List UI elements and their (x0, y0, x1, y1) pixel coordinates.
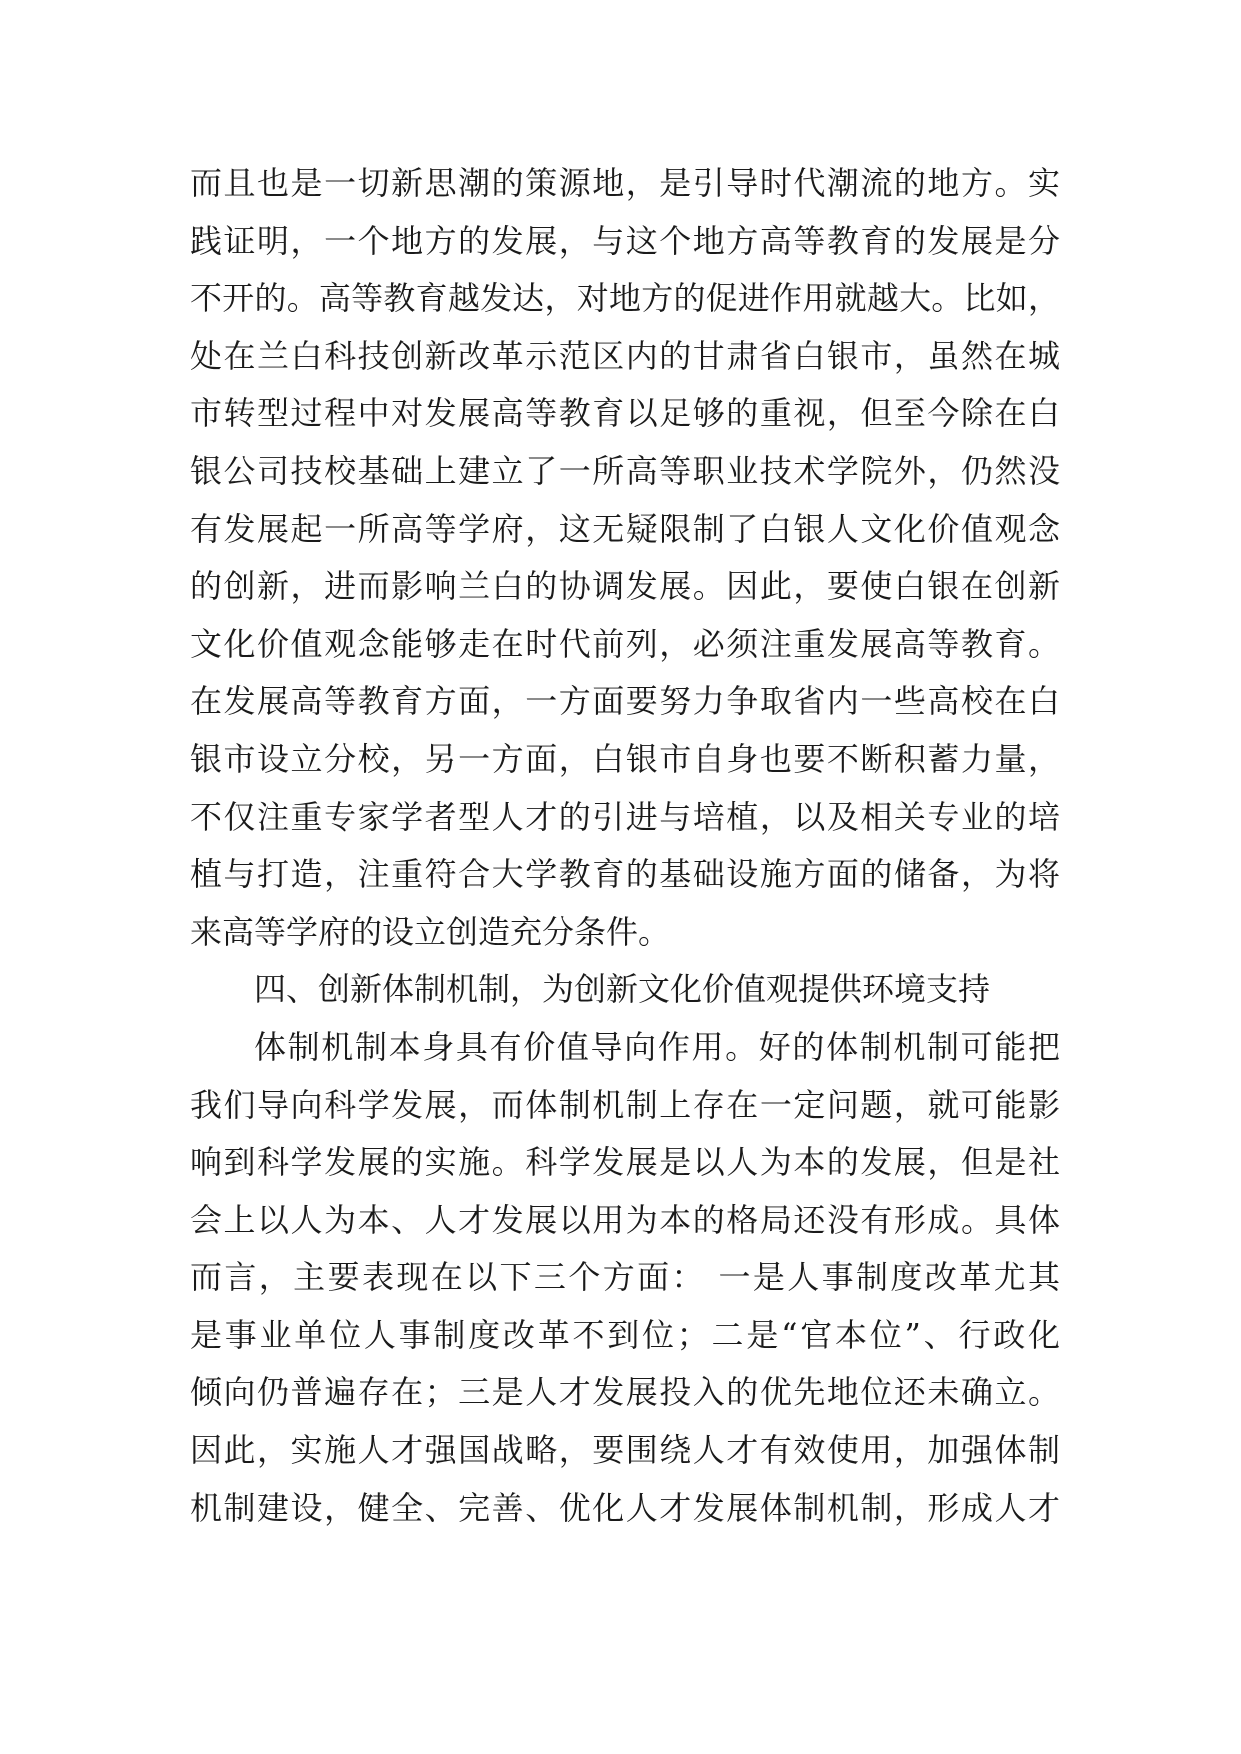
text-line: 是事业单位人事制度改革不到位；二是“官本位”、行政化 (190, 1315, 1060, 1354)
body-text (190, 155, 1060, 1537)
section-heading: 四、创新体制机制，为创新文化价值观提供环境支持 (254, 970, 991, 1009)
text-line: 市转型过程中对发展高等教育以足够的重视，但至今除在白 (190, 394, 1060, 433)
text-line: 而言，主要表现在以下三个方面： 一是人事制度改革尤其 (190, 1258, 1060, 1297)
text-line: 而且也是一切新思潮的策源地，是引导时代潮流的地方。实 (190, 164, 1060, 202)
text-line: 会上以人为本、人才发展以用为本的格局还没有形成。具体 (190, 1200, 1060, 1239)
text-line: 来高等学府的设立创造充分条件。 (190, 912, 671, 951)
text-line: 在发展高等教育方面，一方面要努力争取省内一些高校在白 (190, 682, 1060, 721)
text-line: 有发展起一所高等学府，这无疑限制了白银人文化价值观念 (190, 509, 1060, 548)
text-line: 体制机制本身具有价值导向作用。好的体制机制可能把 (254, 1027, 1060, 1066)
text-line: 不仅注重专家学者型人才的引进与培植，以及相关专业的培 (190, 797, 1060, 836)
text-line: 因此，实施人才强国战略，要围绕人才有效使用，加强体制 (190, 1431, 1060, 1470)
text-line: 的创新，进而影响兰白的协调发展。因此，要使白银在创新 (190, 567, 1060, 606)
text-line: 机制建设，健全、完善、优化人才发展体制机制，形成人才 (190, 1488, 1060, 1527)
text-line: 不开的。高等教育越发达，对地方的促进作用就越大。比如， (190, 279, 1060, 318)
text-line: 响到科学发展的实施。科学发展是以人为本的发展，但是社 (190, 1143, 1060, 1182)
text-line: 银市设立分校，另一方面，白银市自身也要不断积蓄力量， (190, 739, 1060, 778)
text-line: 文化价值观念能够走在时代前列，必须注重发展高等教育。 (190, 624, 1060, 663)
text-line: 倾向仍普遍存在；三是人才发展投入的优先地位还未确立。 (190, 1373, 1060, 1412)
text-line: 处在兰白科技创新改革示范区内的甘肃省白银市，虽然在城 (190, 336, 1060, 375)
text-line: 践证明，一个地方的发展，与这个地方高等教育的发展是分 (190, 221, 1060, 260)
text-line: 植与打造，注重符合大学教育的基础设施方面的储备，为将 (190, 855, 1060, 894)
text-line: 我们导向科学发展，而体制机制上存在一定问题，就可能影 (190, 1085, 1060, 1124)
text-line: 银公司技校基础上建立了一所高等职业技术学院外，仍然没 (190, 451, 1060, 490)
